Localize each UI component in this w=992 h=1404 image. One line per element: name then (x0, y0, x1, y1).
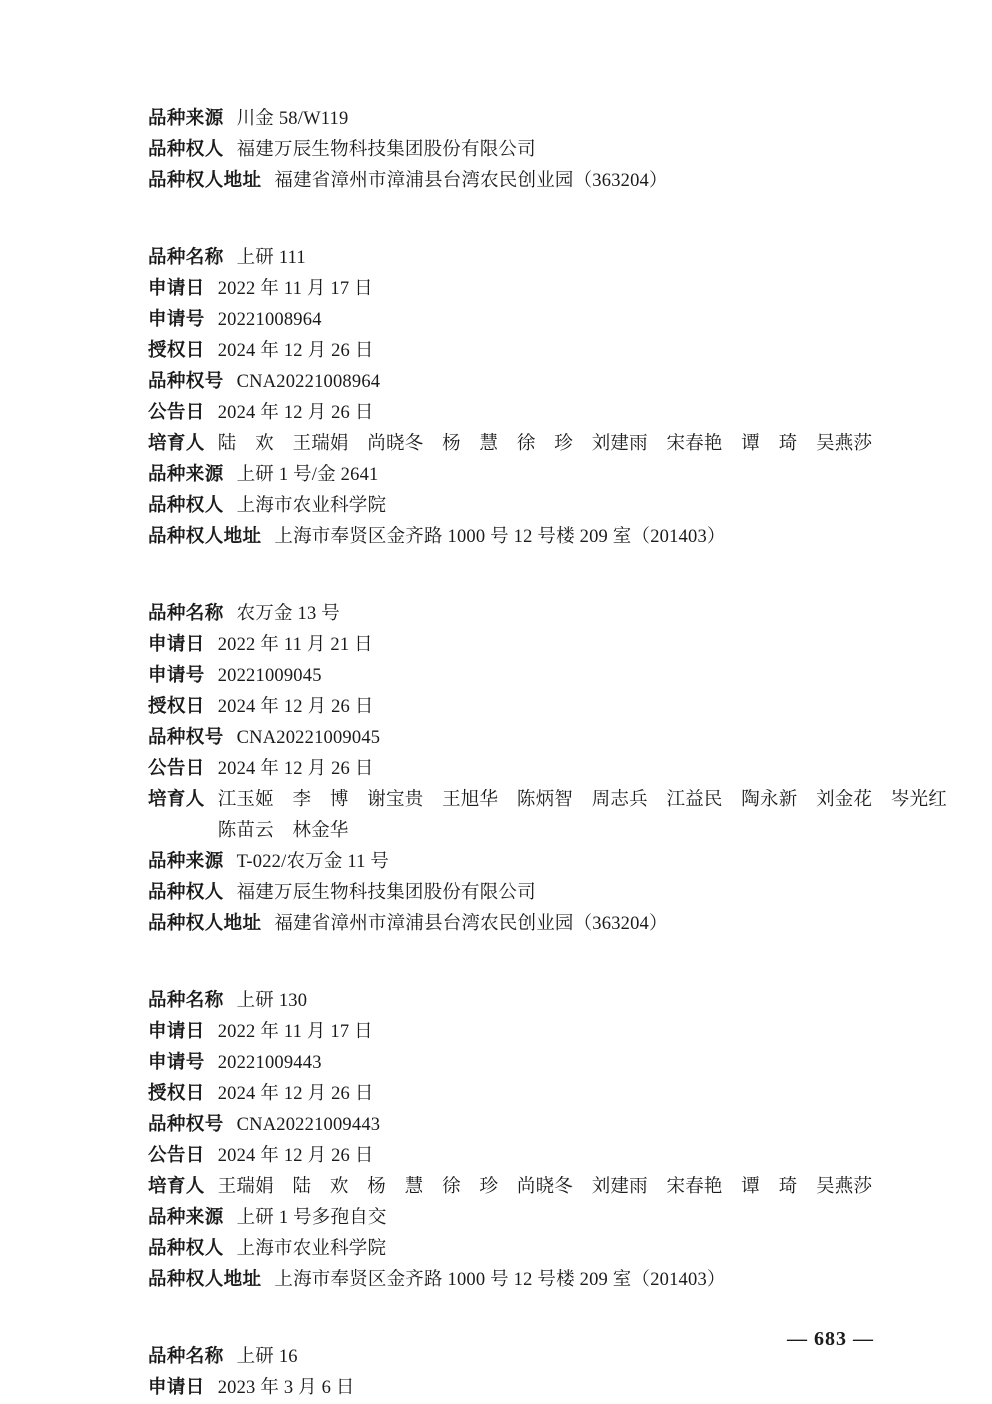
breeder-line: 江玉姬 李 博 谢宝贵 王旭华 陈炳智 周志兵 江益民 陶永新 刘金花 岑光红 (217, 790, 948, 810)
application-date-value: 2022 年 11 月 17 日 (217, 1022, 373, 1042)
right-holder-value: 福建万辰生物科技集团股份有限公司 (236, 140, 536, 160)
holder-address-row (148, 909, 874, 940)
right-holder-row (148, 878, 874, 909)
page-number: — 683 — (787, 1328, 874, 1350)
right-holder-value: 上海市农业科学院 (236, 496, 387, 516)
variety-record (148, 986, 874, 1296)
announce-date-value: 2024 年 12 月 26 日 (217, 1146, 374, 1166)
breeder-line: 陆 欢 王瑞娟 尚晓冬 杨 慧 徐 珍 刘建雨 宋春艳 谭 琦 吴燕莎 (217, 434, 873, 454)
variety-name-value: 上研 111 (236, 248, 306, 268)
variety-name-row (148, 1342, 874, 1373)
announce-date-label: 公告日 (148, 759, 205, 779)
breeder-label: 培育人 (148, 790, 205, 810)
right-no-row (148, 723, 874, 754)
right-holder-row (148, 1234, 874, 1265)
breeder-row (148, 429, 874, 460)
variety-name-row (148, 599, 874, 630)
application-date-label: 申请日 (148, 1378, 205, 1398)
breeder-line: 陈苗云 林金华 (217, 821, 349, 841)
source-value: 上研 1 号多孢自交 (236, 1208, 387, 1228)
variety-name-value: 上研 16 (236, 1347, 298, 1367)
application-no-label: 申请号 (148, 666, 205, 686)
right-no-label: 品种权号 (148, 728, 224, 748)
breeder-label: 培育人 (148, 1177, 205, 1197)
breeder-value (218, 1172, 873, 1203)
grant-date-value: 2024 年 12 月 26 日 (217, 341, 374, 361)
holder-address-row (148, 166, 874, 197)
holder-address-row (148, 1265, 874, 1296)
source-label: 品种来源 (148, 852, 224, 872)
variety-name-value: 上研 130 (236, 991, 308, 1011)
variety-name-label: 品种名称 (148, 604, 224, 624)
grant-date-value: 2024 年 12 月 26 日 (217, 1084, 374, 1104)
right-holder-label: 品种权人 (148, 496, 224, 516)
application-date-label: 申请日 (148, 635, 205, 655)
right-holder-row (148, 135, 874, 166)
application-no-row (148, 305, 874, 336)
holder-address-value: 福建省漳州市漳浦县台湾农民创业园（363204） (274, 914, 668, 934)
announce-date-label: 公告日 (148, 1146, 205, 1166)
variety-record (148, 599, 948, 940)
grant-date-label: 授权日 (148, 1084, 205, 1104)
application-no-value: 20221009443 (217, 1053, 322, 1073)
application-date-label: 申请日 (148, 1022, 205, 1042)
holder-address-label: 品种权人地址 (148, 1270, 262, 1290)
holder-address-label: 品种权人地址 (148, 171, 262, 191)
holder-address-label: 品种权人地址 (148, 527, 262, 547)
grant-date-label: 授权日 (148, 697, 205, 717)
right-holder-label: 品种权人 (148, 140, 224, 160)
right-no-label: 品种权号 (148, 372, 224, 392)
source-row (148, 847, 874, 878)
application-date-label: 申请日 (148, 279, 205, 299)
announce-date-row (148, 754, 874, 785)
grant-date-row (148, 692, 874, 723)
announce-date-row (148, 398, 874, 429)
breeder-value (218, 429, 873, 460)
right-no-value: CNA20221008964 (236, 372, 381, 392)
variety-record (148, 243, 874, 553)
source-value: 上研 1 号/金 2641 (236, 465, 379, 485)
holder-address-value: 上海市奉贤区金齐路 1000 号 12 号楼 209 室（201403） (274, 1270, 726, 1290)
source-label: 品种来源 (148, 109, 224, 129)
application-no-label: 申请号 (148, 1053, 205, 1073)
holder-address-label: 品种权人地址 (148, 914, 262, 934)
application-date-value: 2023 年 3 月 6 日 (217, 1378, 355, 1398)
grant-date-row (148, 1079, 874, 1110)
application-date-value: 2022 年 11 月 21 日 (217, 635, 373, 655)
announce-date-value: 2024 年 12 月 26 日 (217, 403, 374, 423)
source-row (148, 460, 874, 491)
application-date-row (148, 1373, 874, 1404)
right-holder-label: 品种权人 (148, 883, 224, 903)
right-no-value: CNA20221009045 (236, 728, 381, 748)
application-date-row (148, 630, 874, 661)
holder-address-value: 上海市奉贤区金齐路 1000 号 12 号楼 209 室（201403） (274, 527, 726, 547)
source-row (148, 1203, 874, 1234)
variety-name-label: 品种名称 (148, 991, 224, 1011)
holder-address-value: 福建省漳州市漳浦县台湾农民创业园（363204） (274, 171, 668, 191)
variety-record (148, 104, 874, 197)
source-value: T-022/农万金 11 号 (236, 852, 390, 872)
right-holder-value: 上海市农业科学院 (236, 1239, 387, 1259)
breeder-value (218, 785, 947, 847)
grant-date-value: 2024 年 12 月 26 日 (217, 697, 374, 717)
announce-date-row (148, 1141, 874, 1172)
source-row (148, 104, 874, 135)
source-label: 品种来源 (148, 1208, 224, 1228)
breeder-line: 王瑞娟 陆 欢 杨 慧 徐 珍 尚晓冬 刘建雨 宋春艳 谭 琦 吴燕莎 (217, 1177, 873, 1197)
application-no-row (148, 1048, 874, 1079)
variety-name-value: 农万金 13 号 (236, 604, 340, 624)
right-no-value: CNA20221009443 (236, 1115, 381, 1135)
right-no-row (148, 1110, 874, 1141)
source-value: 川金 58/W119 (236, 109, 349, 129)
breeder-row (148, 1172, 874, 1203)
application-no-row (148, 661, 874, 692)
variety-name-row (148, 986, 874, 1017)
breeder-row (148, 785, 948, 847)
announce-date-value: 2024 年 12 月 26 日 (217, 759, 374, 779)
right-no-label: 品种权号 (148, 1115, 224, 1135)
application-no-value: 20221008964 (217, 310, 322, 330)
right-holder-row (148, 491, 874, 522)
variety-name-row (148, 243, 874, 274)
variety-name-label: 品种名称 (148, 248, 224, 268)
grant-date-row (148, 336, 874, 367)
breeder-label: 培育人 (148, 434, 205, 454)
variety-record (148, 1342, 874, 1404)
application-no-value: 20221009045 (217, 666, 322, 686)
application-date-value: 2022 年 11 月 17 日 (217, 279, 373, 299)
variety-name-label: 品种名称 (148, 1347, 224, 1367)
grant-date-label: 授权日 (148, 341, 205, 361)
announce-date-label: 公告日 (148, 403, 205, 423)
application-date-row (148, 274, 874, 305)
right-holder-value: 福建万辰生物科技集团股份有限公司 (236, 883, 536, 903)
right-no-row (148, 367, 874, 398)
source-label: 品种来源 (148, 465, 224, 485)
right-holder-label: 品种权人 (148, 1239, 224, 1259)
application-date-row (148, 1017, 874, 1048)
holder-address-row (148, 522, 874, 553)
application-no-label: 申请号 (148, 310, 205, 330)
